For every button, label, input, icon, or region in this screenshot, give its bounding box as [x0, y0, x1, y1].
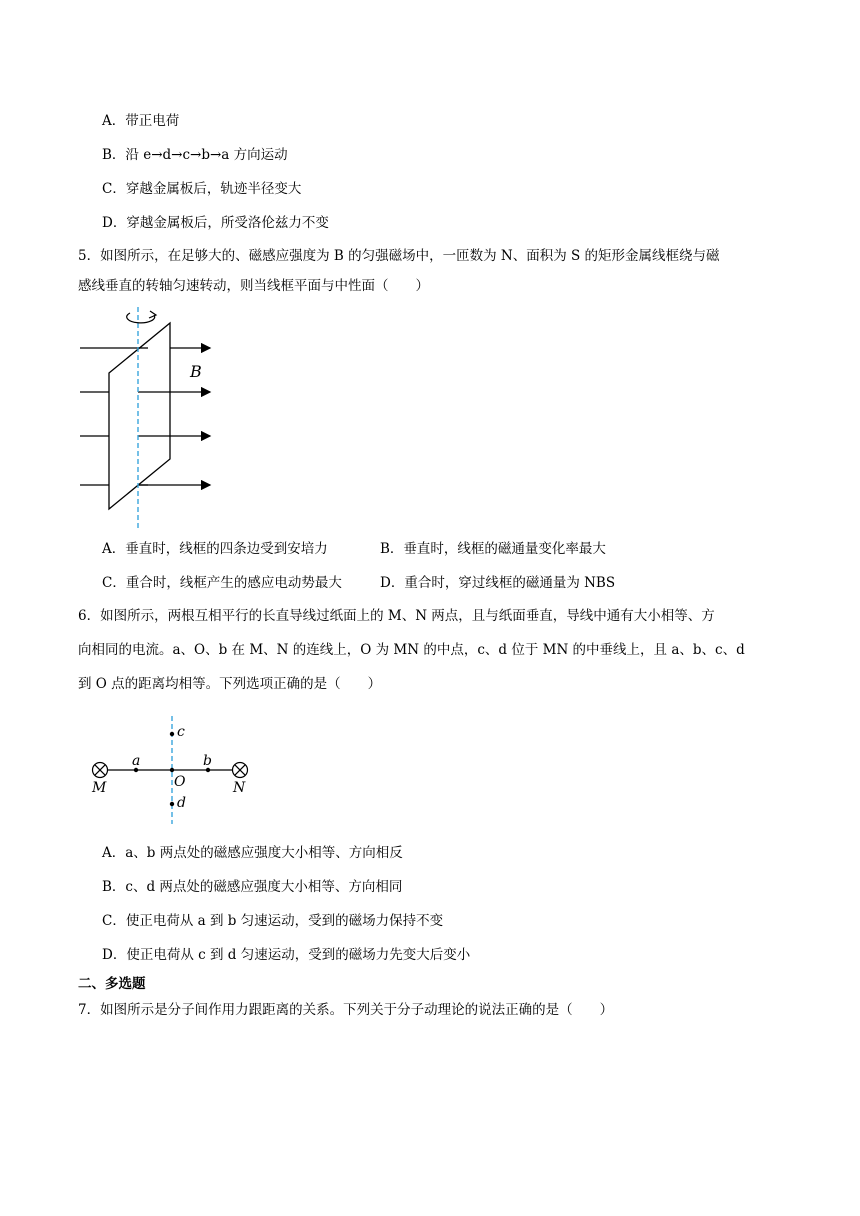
q6-option-b: B．c、d 两点处的磁感应强度大小相等、方向相同 — [102, 879, 403, 895]
q6-stem-line3: 到 O 点的距离均相等。下列选项正确的是（ ） — [78, 676, 382, 692]
label-m: M — [92, 780, 107, 796]
label-o: O — [174, 774, 186, 790]
field-label-b: B — [190, 362, 202, 381]
wire-m-icon — [93, 763, 108, 778]
q5-rotating-coil-figure — [72, 305, 222, 535]
wire-n-icon — [233, 763, 248, 778]
point-o — [170, 768, 174, 772]
q6-option-d: D．使正电荷从 c 到 d 匀速运动，受到的磁场力先变大后变小 — [102, 947, 471, 963]
label-n: N — [233, 780, 246, 796]
coil-frame — [109, 323, 170, 509]
q6-option-c: C．使正电荷从 a 到 b 匀速运动，受到的磁场力保持不变 — [102, 913, 444, 929]
point-d — [170, 802, 174, 806]
q4-option-d: D．穿越金属板后，所受洛伦兹力不变 — [102, 215, 329, 231]
label-c: c — [177, 724, 185, 740]
q6-option-a: A．a、b 两点处的磁感应强度大小相等、方向相反 — [102, 845, 403, 861]
q5-option-c: C．重合时，线框产生的感应电动势最大 — [102, 575, 342, 591]
q6-stem-line1: 6．如图所示，两根互相平行的长直导线过纸面上的 M、N 两点，且与纸面垂直，导线中通有大小相等、方 — [78, 608, 715, 624]
q5-stem-line2: 感线垂直的转轴匀速转动，则当线框平面与中性面（ ） — [78, 278, 429, 294]
q4-option-a: A．带正电荷 — [102, 113, 180, 129]
q5-option-d: D．重合时，穿过线框的磁通量为 NBS — [380, 575, 616, 591]
q6-parallel-wires-figure — [88, 714, 258, 826]
q4-option-b: B．沿 e→d→c→b→a 方向运动 — [102, 147, 288, 163]
label-b: b — [203, 753, 212, 769]
q5-stem-line1: 5．如图所示，在足够大的、磁感应强度为 B 的匀强磁场中，一匝数为 N、面积为 S 的矩形金属线框绕与磁 — [78, 248, 720, 264]
q4-option-c: C．穿越金属板后，轨迹半径变大 — [102, 181, 302, 197]
section-title: 二、多选题 — [78, 976, 146, 992]
q5-option-b: B．垂直时，线框的磁通量变化率最大 — [380, 541, 606, 557]
label-d: d — [177, 795, 186, 811]
q5-option-a: A．垂直时，线框的四条边受到安培力 — [102, 541, 328, 557]
label-a: a — [132, 753, 141, 769]
q7-stem: 7．如图所示是分子间作用力跟距离的关系。下列关于分子动理论的说法正确的是（ ） — [78, 1002, 614, 1018]
point-c — [170, 732, 174, 736]
q6-stem-line2: 向相同的电流。a、O、b 在 M、N 的连线上，O 为 MN 的中点，c、d 位于 MN 的中垂线上，且 a、b、c、d — [78, 642, 745, 658]
